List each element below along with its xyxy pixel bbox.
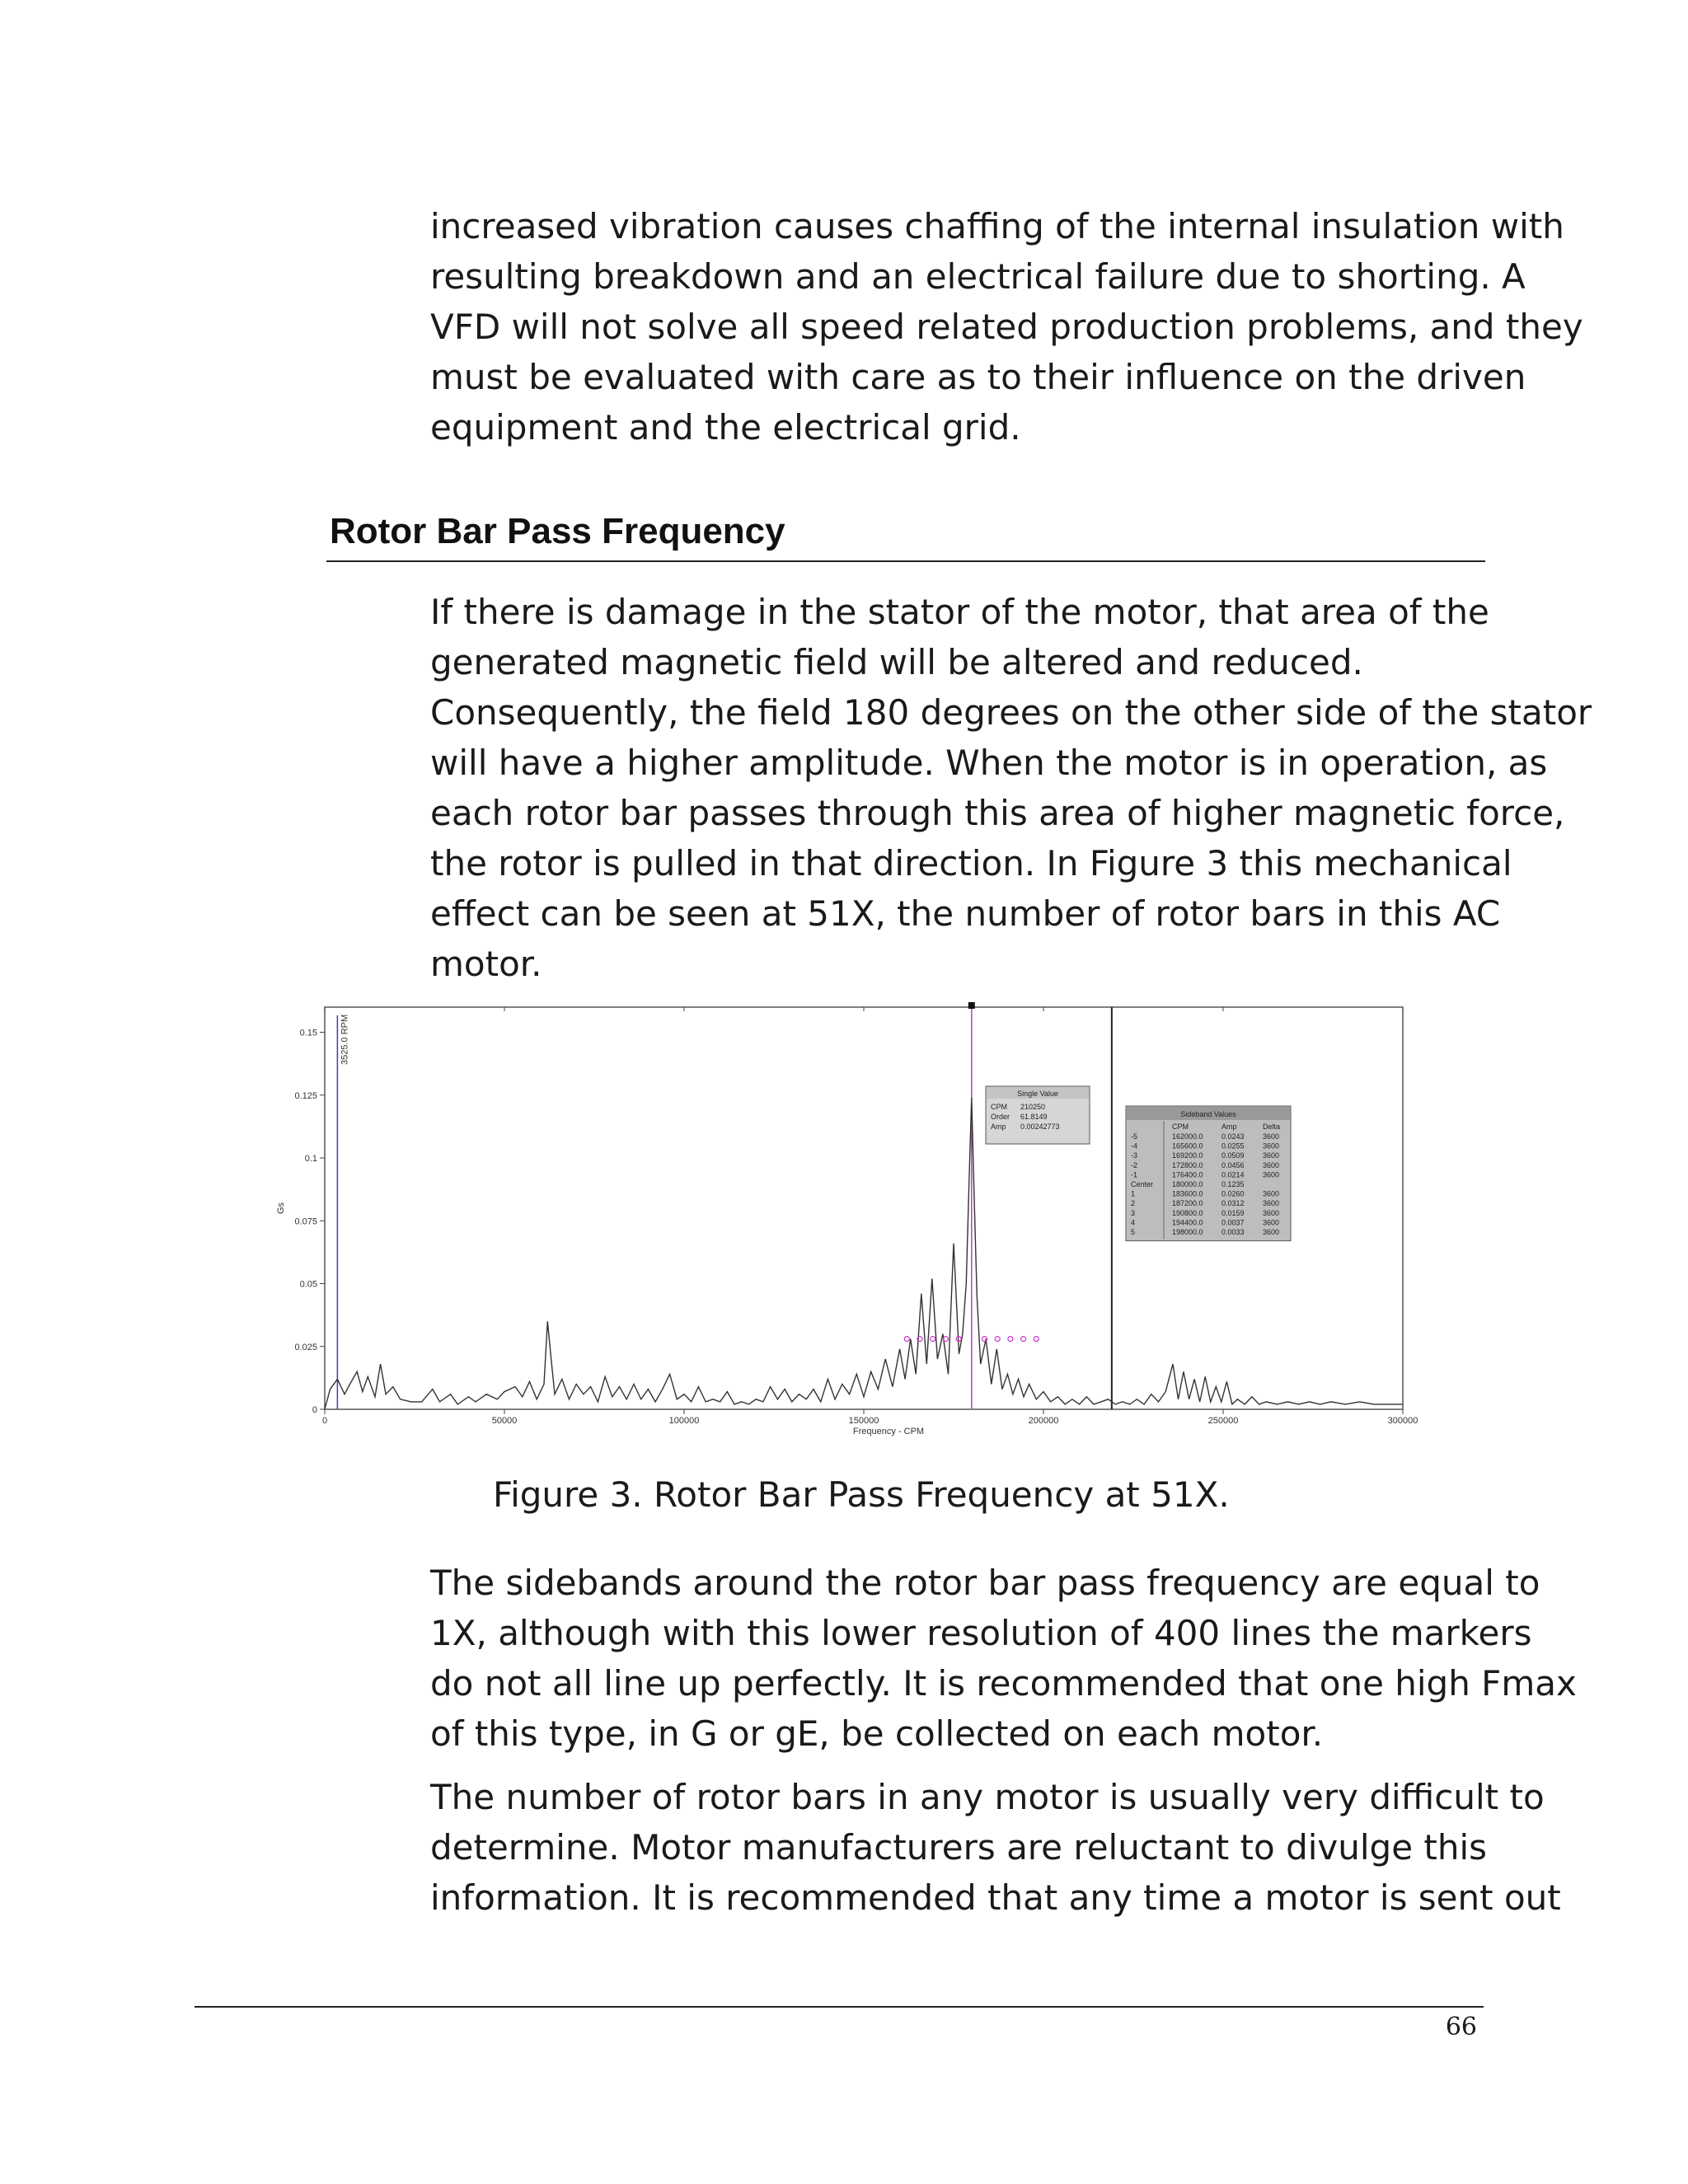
- x-tick-label: 0: [321, 1416, 328, 1426]
- y-tick-label: 0.075: [294, 1216, 317, 1227]
- text-line: motor.: [430, 944, 542, 984]
- sideband-cell: -3: [1131, 1151, 1138, 1160]
- sideband-cell: 2: [1131, 1199, 1136, 1208]
- text-line: equipment and the electrical grid.: [430, 407, 1021, 448]
- sideband-cell: -2: [1131, 1160, 1138, 1169]
- text-line: determine. Motor manufacturers are reluctant to divulge this: [430, 1827, 1488, 1868]
- sideband-cell: 187200.0: [1172, 1199, 1203, 1208]
- text-line: do not all line up perfectly. It is recommended that one high Fmax: [430, 1663, 1577, 1704]
- sideband-header: Amp: [1221, 1122, 1237, 1131]
- sideband-cell: 0.0260: [1221, 1189, 1245, 1198]
- sideband-cell: 3: [1131, 1208, 1136, 1217]
- sideband-cell: 162000.0: [1172, 1132, 1203, 1141]
- page-number: 66: [1445, 2013, 1477, 2041]
- sideband-cell: -1: [1131, 1170, 1138, 1179]
- sideband-cell: 190800.0: [1172, 1208, 1203, 1217]
- sideband-cell: 3600: [1263, 1160, 1280, 1169]
- sideband-cell: 0.0159: [1221, 1208, 1245, 1217]
- main-cursor-handle: [968, 1002, 975, 1009]
- paragraph-3: [430, 1558, 1577, 1759]
- y-tick-label: 0.025: [294, 1342, 317, 1352]
- text-line: will have a higher amplitude. When the motor is in operation, as: [430, 743, 1548, 783]
- sideband-cell: 0.0456: [1221, 1160, 1245, 1169]
- sideband-cell: 0.0033: [1221, 1228, 1245, 1236]
- text-line: information. It is recommended that any time a motor is sent out: [430, 1877, 1561, 1918]
- single-value-title: Single Value: [1017, 1090, 1058, 1098]
- single-value-value: 0.00242773: [1020, 1122, 1060, 1131]
- x-tick-label: 300000: [1387, 1416, 1418, 1426]
- x-tick-label: 250000: [1207, 1416, 1239, 1426]
- heading-rule: [326, 560, 1485, 562]
- paragraph-4: [430, 1772, 1561, 1923]
- single-value-value: 210250: [1020, 1103, 1046, 1111]
- sideband-cell: 3600: [1263, 1151, 1280, 1160]
- sideband-cell: 1: [1131, 1189, 1136, 1198]
- text-line: must be evaluated with care as to their influence on the driven: [430, 357, 1526, 397]
- sideband-cell: 3600: [1263, 1199, 1280, 1208]
- sideband-cell: 194400.0: [1172, 1218, 1203, 1227]
- text-line: 1X, although with this lower resolution of 400 lines the markers: [430, 1613, 1532, 1653]
- x-tick-label: 150000: [848, 1416, 879, 1426]
- text-line: the rotor is pulled in that direction. In Figure 3 this mechanical: [430, 843, 1512, 883]
- text-line: The number of rotor bars in any motor is usually very difficult to: [430, 1777, 1545, 1817]
- text-line: increased vibration causes chaffing of the internal insulation with: [430, 206, 1564, 246]
- sideband-cell: 3600: [1263, 1141, 1280, 1151]
- sideband-header: Delta: [1263, 1122, 1281, 1131]
- sideband-cell: 3600: [1263, 1218, 1280, 1227]
- single-value-label: Amp: [991, 1122, 1006, 1131]
- text-line: resulting breakdown and an electrical failure due to shorting. A: [430, 256, 1526, 297]
- figure-caption: Figure 3. Rotor Bar Pass Frequency at 51X.: [493, 1474, 1230, 1515]
- sideband-cell: 3600: [1263, 1189, 1280, 1198]
- text-line: effect can be seen at 51X, the number of rotor bars in this AC: [430, 893, 1501, 934]
- single-value-label: Order: [991, 1113, 1010, 1121]
- y-tick-label: 0.15: [299, 1028, 317, 1038]
- paragraph-2: [430, 587, 1592, 989]
- single-value-label: CPM: [991, 1103, 1007, 1111]
- text-line: Consequently, the field 180 degrees on the other side of the stator: [430, 692, 1592, 733]
- sideband-cell: 0.0509: [1221, 1151, 1245, 1160]
- spectrum-chart: [272, 997, 1442, 1442]
- x-axis-label: Frequency - CPM: [852, 1427, 925, 1436]
- sideband-cell: 183600.0: [1172, 1189, 1203, 1198]
- text-line: If there is damage in the stator of the motor, that area of the: [430, 592, 1489, 632]
- y-axis-label: Gs: [276, 1202, 286, 1215]
- text-line: The sidebands around the rotor bar pass frequency are equal to: [430, 1563, 1540, 1603]
- y-tick-label: 0.05: [299, 1279, 317, 1290]
- sideband-cell: 3600: [1263, 1170, 1280, 1179]
- sideband-cell: 3600: [1263, 1208, 1280, 1217]
- text-line: generated magnetic field will be altered and reduced.: [430, 642, 1363, 682]
- rpm-marker-label: 3525.0 RPM: [340, 1014, 350, 1065]
- sideband-cell: 3600: [1263, 1228, 1280, 1236]
- sideband-cell: 0.0255: [1221, 1141, 1245, 1151]
- sideband-cell: 176400.0: [1172, 1170, 1203, 1179]
- sideband-cell: 4: [1131, 1218, 1136, 1227]
- sideband-cell: 0.0243: [1221, 1132, 1245, 1141]
- text-line: each rotor bar passes through this area of higher magnetic force,: [430, 793, 1565, 833]
- sideband-cell: 0.0214: [1221, 1170, 1245, 1179]
- sideband-cell: -4: [1131, 1141, 1138, 1151]
- sideband-values-title: Sideband Values: [1180, 1110, 1236, 1118]
- sideband-cell: 169200.0: [1172, 1151, 1203, 1160]
- y-tick-label: 0: [312, 1405, 317, 1415]
- x-tick-label: 100000: [668, 1416, 700, 1426]
- sideband-cell: Center: [1131, 1180, 1154, 1188]
- x-tick-label: 50000: [491, 1416, 518, 1426]
- sideband-cell: 0.1235: [1221, 1180, 1245, 1188]
- x-tick-label: 200000: [1028, 1416, 1059, 1426]
- sideband-cell: 165600.0: [1172, 1141, 1203, 1151]
- sideband-cell: 0.0312: [1221, 1199, 1245, 1208]
- sideband-cell: 5: [1131, 1228, 1136, 1236]
- sideband-cell: 172800.0: [1172, 1160, 1203, 1169]
- single-value-value: 61.8149: [1020, 1113, 1048, 1121]
- y-tick-label: 0.1: [304, 1154, 317, 1164]
- sideband-header: CPM: [1172, 1122, 1189, 1131]
- footer-rule: [195, 2006, 1484, 2008]
- sideband-cell: -5: [1131, 1132, 1138, 1141]
- sideband-cell: 198000.0: [1172, 1228, 1203, 1236]
- text-line: VFD will not solve all speed related production problems, and they: [430, 307, 1583, 347]
- sideband-cell: 3600: [1263, 1132, 1280, 1141]
- paragraph-1: [430, 201, 1583, 452]
- y-tick-label: 0.125: [294, 1090, 317, 1101]
- text-line: of this type, in G or gE, be collected on each motor.: [430, 1713, 1324, 1754]
- section-heading: Rotor Bar Pass Frequency: [330, 511, 785, 551]
- sideband-cell: 0.0037: [1221, 1218, 1245, 1227]
- sideband-cell: 180000.0: [1172, 1180, 1203, 1188]
